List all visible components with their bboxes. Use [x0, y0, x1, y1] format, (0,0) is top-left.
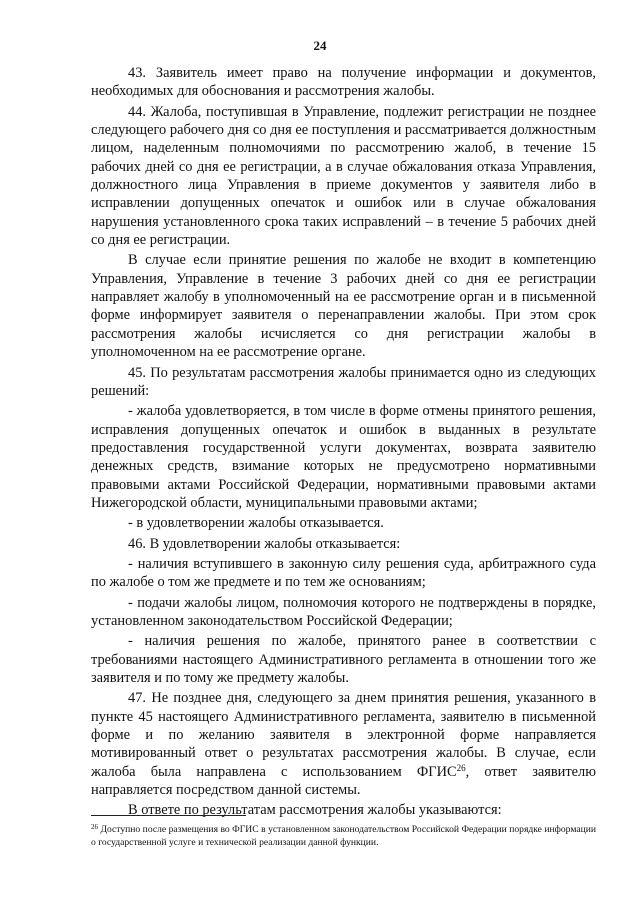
document-body — [91, 64, 596, 820]
footnote-text: Доступно после размещения во ФГИС в установленном законодательством Российской Федерации порядке информации о государственной услуге и технической реализации данной функции. — [91, 824, 596, 848]
footnote-marker: 26 — [91, 823, 98, 831]
paragraph-45: 45. По результатам рассмотрения жалобы принимается одно из следующих решений: — [91, 364, 596, 399]
paragraph-46: 46. В удовлетворении жалобы отказывается: — [128, 535, 401, 552]
list-item-unconfirmed-authority: - подачи жалобы лицом, полномочия которого не подтверждены в порядке, установленном законодательством Российской Федерации; — [91, 594, 596, 629]
paragraph-47-text: 47. Не позднее дня, следующего за днем принятия решения, указанного в пункте 45 настоящего Административного регламента, заявителю в письменной форме и по желанию заявителя в электронной форме направляется мотивированный ответ о результатах рассмотрения жалобы. В случае, если жалоба была направлена с использованием ФГИС — [91, 690, 596, 780]
footnote-divider — [91, 815, 246, 816]
paragraph-43: 43. Заявитель имеет право на получение информации и документов, необходимых для обоснования и рассмотрения жалобы. — [91, 65, 596, 100]
list-item-court-decision: - наличия вступившего в законную силу решения суда, арбитражного суда по жалобе о том же предмете и по тем же основаниям; — [91, 555, 596, 591]
footnote-reference: 26 — [456, 762, 466, 773]
paragraph-47 — [91, 689, 596, 799]
paragraph-44-redirect: В случае если принятие решения по жалобе не входит в компетенцию Управления, Управление в течение 3 рабочих дней со дня ее регистрации направляет жалобу в уполномоченный на ее рассмотрение орган и в письменной форме информирует заявителя о перенаправлении жалобы. При этом срок рассмотрения жалобы исчисляется со дня регистрации жалобы в уполномоченном на ее рассмотрение органе. — [91, 252, 596, 361]
footnote — [91, 823, 596, 849]
list-item-prior-decision: - наличия решения по жалобе, принятого ранее в соответствии с требованиями настоящего Административного регламента в отношении того же заявителя и по тому же предмету жалобы. — [91, 633, 596, 686]
paragraph-47-tail: , ответ заявителю направляется посредством данной системы. — [91, 763, 596, 799]
paragraph-response-contents: В ответе по результатам рассмотрения жалобы указываются: — [128, 802, 502, 819]
page-number: 24 — [313, 38, 327, 53]
list-item-satisfied: - жалоба удовлетворяется, в том числе в форме отмены принятого решения, исправления допущенных опечаток и ошибок в выданных в результате предоставления государственной услуги документах, возврата заявителю денежных средств, взимание которых не предусмотрено нормативными правовыми актами Российской Федерации, нормативными правовыми актами Нижегородской области, муниципальными правовыми актами; — [91, 403, 596, 511]
list-item-refused: - в удовлетворении жалобы отказывается. — [128, 515, 384, 532]
paragraph-44: 44. Жалоба, поступившая в Управление, подлежит регистрации не позднее следующего рабочего дня со дня ее поступления и рассматривается должностным лицом, наделенным полномочиями по рассмотрению жалоб, в течение 15 рабочих дней со дня ее регистрации, а в случае обжалования отказа Управления, должностного лица Управления в приеме документов у заявителя либо в исправлении допущенных опечаток и ошибок или в случае обжалования нарушения установленного срока таких исправлений – в течение 5 рабочих дней со дня ее регистрации. — [91, 103, 596, 249]
